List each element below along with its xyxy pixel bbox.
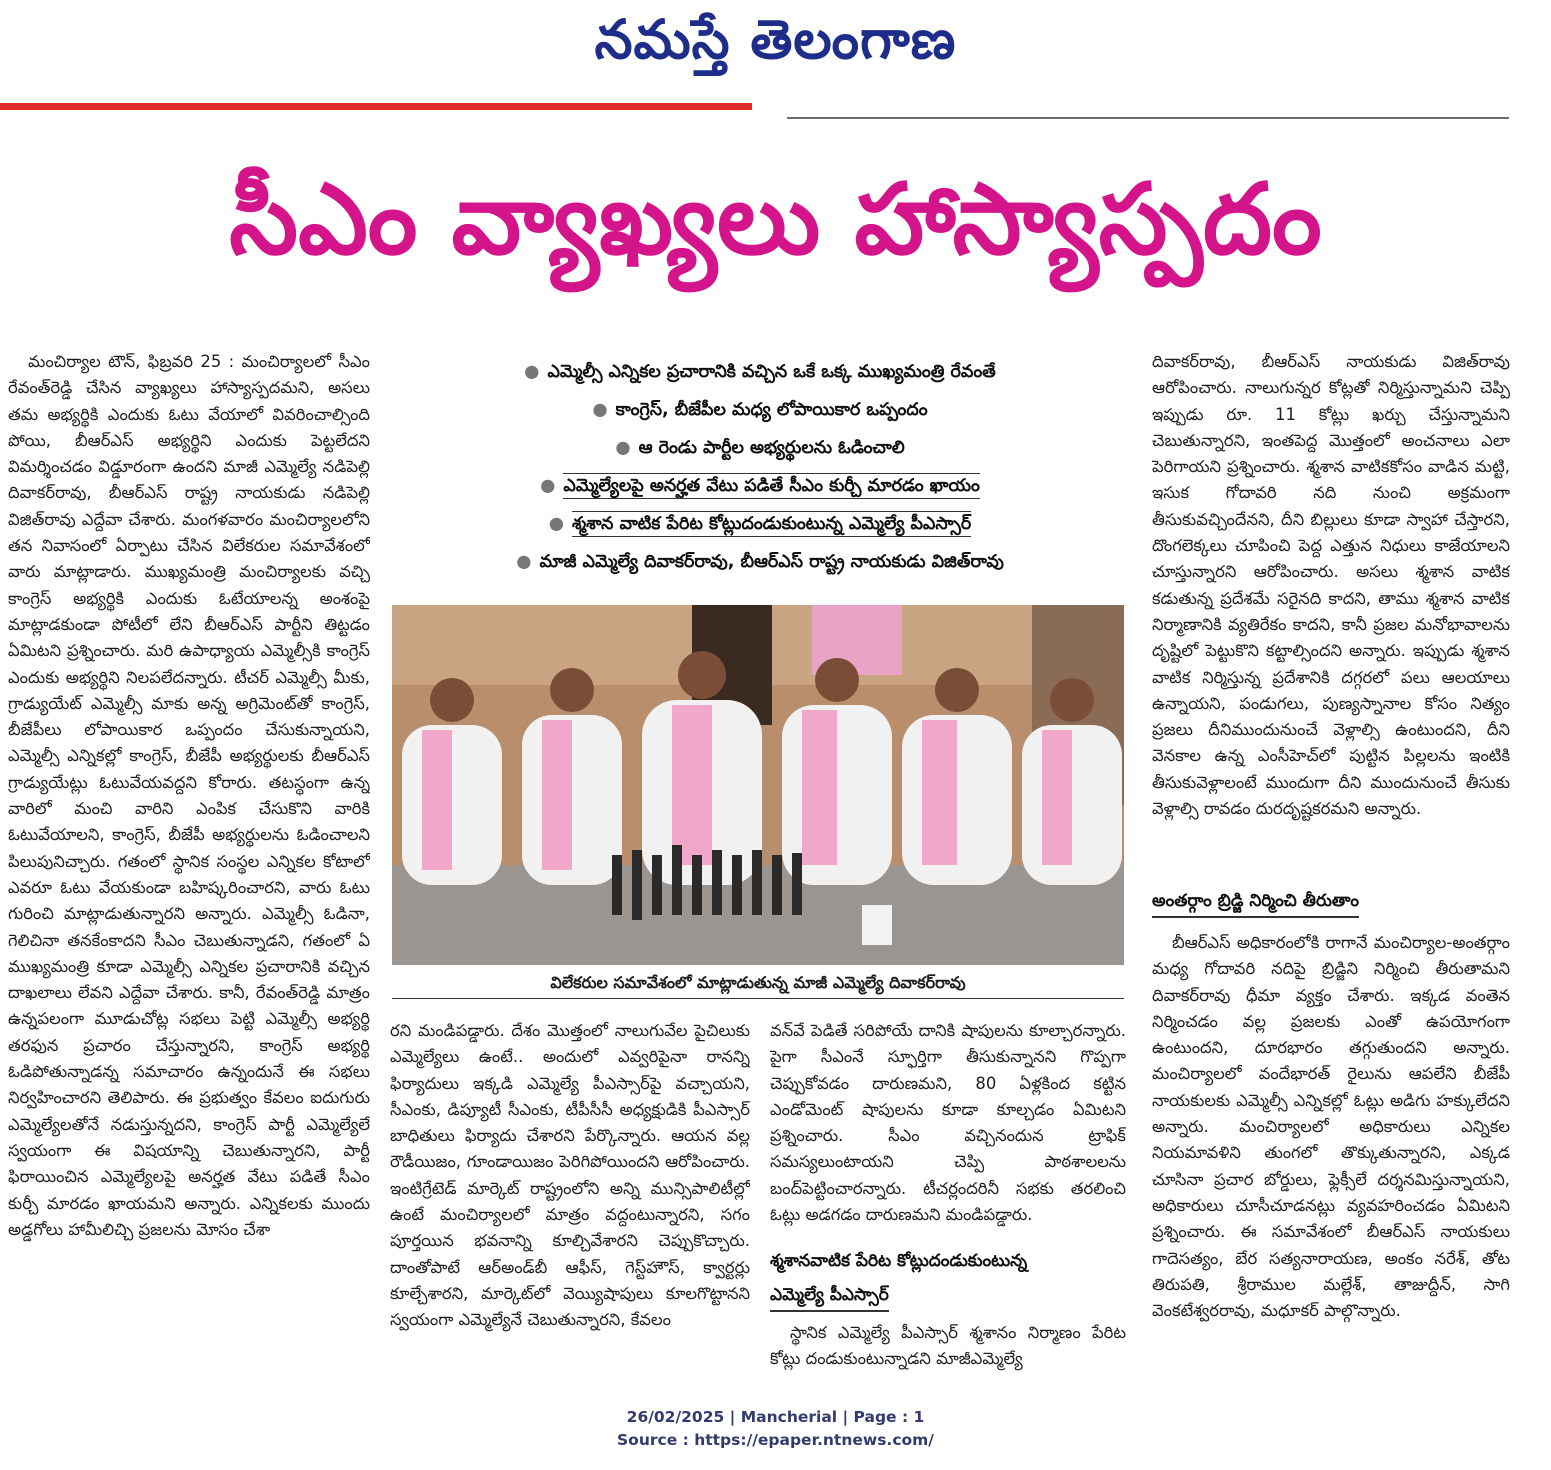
highlight-item — [390, 353, 1130, 391]
highlight-text: మాజీ ఎమ్మెల్యే దివాకర్‌రావు, బీఆర్‌ఎస్ రాష్ట్ర నాయకుడు విజిత్‌రావు — [539, 552, 1004, 572]
column-3b-text: స్థానిక ఎమ్మెల్యే పీఎస్సార్ శ్మశానం నిర్మాణం పేరిట కోట్లు దండుకుంటున్నాడని మాజీఎమ్మెల్యే — [770, 1323, 1126, 1369]
highlight-item — [390, 505, 1130, 543]
article-headline: సీఎం వ్యాఖ్యలు హాస్యాస్పదం — [229, 163, 1322, 277]
highlight-item — [390, 543, 1130, 581]
subheading-crematorium-line-1: శ్మశానవాటిక పేరిట కోట్లుదండుకుంటున్న — [770, 1251, 1028, 1271]
photo-caption: విలేకరుల సమావేశంలో మాట్లాడుతున్న మాజీ ఎమ్మెల్యే దివాకర్‌రావు — [392, 968, 1124, 999]
press-meet-photo — [392, 605, 1124, 965]
newspaper-masthead: నమస్తే తెలంగాణ — [594, 8, 957, 71]
bullet-dot-icon: ● — [540, 476, 556, 496]
article-column-4-continued — [1152, 930, 1510, 1372]
bullet-dot-icon: ● — [548, 514, 565, 534]
bullet-dot-icon: ● — [615, 438, 631, 458]
article-column-3-continued — [770, 1320, 1126, 1380]
subheading-bridge: అంతర్గాం బ్రిడ్జి నిర్మించి తీరుతాం — [1152, 886, 1359, 918]
masthead-gray-rule — [787, 117, 1509, 119]
highlight-item — [390, 429, 1130, 467]
masthead-red-rule — [0, 103, 752, 110]
article-column-3 — [770, 1018, 1126, 1246]
highlight-item — [390, 391, 1130, 429]
highlight-text: శ్మశాన వాటిక పేరిట కోట్లుదండుకుంటున్న ఎమ్మెల్యే పీఎస్సార్ — [572, 511, 971, 537]
bullet-dot-icon: ● — [592, 400, 608, 420]
bullet-dot-icon: ● — [524, 362, 540, 382]
column-3-text: వన్‌వే పెడితే సరిపోయే దానికి షాపులను కూల్చారన్నారు. పైగా సీఎంనే స్ఫూర్తిగా తీసుకున్నానని గొప్పగా చెప్పుకోవడం దారుణమని, 80 ఏళ్లకింద కట్టిన ఎండోమెంట్ షాపులను కూడా కూల్చడం ఏమిటని ప్రశ్నించారు. సీఎం వచ్చినందున ట్రాఫిక్ సమస్యలుంటాయని చెప్పి పాఠశాలలను బంద్‌పెట్టించారన్నారు. టీచర్లందరినీ సభకు తరలించి ఓట్లు అడగడం దారుణమని మండిపడ్డారు. — [770, 1021, 1126, 1225]
subheading-crematorium-line-2: ఎమ్మెల్యే పీఎస్సార్ — [770, 1280, 889, 1312]
article-column-4 — [1152, 349, 1510, 879]
highlight-text: ఎమ్మెల్యేలపై అనర్హత వేటు పడితే సీఎం కుర్చీ మారడం ఖాయం — [563, 473, 980, 499]
column-1-text: మంచిర్యాల టౌన్, ఫిబ్రవరి 25 : మంచిర్యాలలో సీఎం రేవంత్‌రెడ్డి చేసిన వ్యాఖ్యలు హాస్యాస్పదమని, అసలు తమ అభ్యర్థికి ఎందుకు ఓటు వేయాలో వివరించాల్సింది పోయి, బీఆర్‌ఎస్ అభ్యర్థిని ఎందుకు పెట్టలేదని విమర్శించడం విడ్డూరంగా ఉందని మాజీ ఎమ్మెల్యే నడిపెల్లి దివాకర్‌రావు, బీఆర్‌ఎస్ రాష్ట్ర నాయకుడు నడిపెల్లి విజిత్‌రావు ఎద్దేవా చేశారు. మంగళవారం మంచిర్యాలలోని తన నివాసంలో ఏర్పాటు చేసిన విలేకరుల సమావేశంలో వారు మాట్లాడారు. ముఖ్యమంత్రి మంచిర్యాలకు వచ్చి కాంగ్రెస్ అభ్యర్థికి ఎందుకు ఓటేయాలన్న అంశంపై మాట్లాడకుండా పోటీలో లేని బీఆర్‌ఎస్ పార్టీని తిట్టడం ఏమిటని ప్రశ్నించారు. మరి ఉపాధ్యాయ ఎమ్మెల్సీకి కాంగ్రెస్ ఎందుకు అభ్యర్థిని నిలపలేదన్నారు. టీచర్ ఎమ్మెల్సీ మీకు, గ్రాడ్యుయేట్ ఎమ్మెల్సీ మాకు అన్న అగ్రిమెంట్‌తో కాంగ్రెస్, బీజేపీలు లోపాయికార ఒప్పందం చేసుకున్నాయని, ఎమ్మెల్సీ ఎన్నికల్లో కాంగ్రెస్, బీజేపీ అభ్యర్థులకు బీఆర్‌ఎస్ గ్రాడ్యుయేట్లు ఓటువేయవద్దని కోరారు. తటస్థంగా ఉన్న వారిలో మంచి వారిని ఎంపిక చేసుకొని వారికి ఓటువేయాలని, కాంగ్రెస్, బీజేపీ అభ్యర్థులను ఓడించాలని పిలుపునిచ్చారు. గతంలో స్థానిక సంస్థల ఎన్నికల కోటాలో ఎవరూ ఓటు వేయకుండా బహిష్కరించారని, వారు ఓటు గురించి మాట్లాడుతున్నారని అన్నారు. ఎమ్మెల్సీ ఓడినా, గెలిచినా తనకేంకాదని సీఎం చెబుతున్నాడని, గతంలో ఏ ముఖ్యమంత్రి కూడా ఎమ్మెల్సీ ఎన్నికల ప్రచారానికి వచ్చిన దాఖలాలు లేవని ఎద్దేవా చేశారు. కానీ, రేవంత్‌రెడ్డి మాత్రం ఉన్నపలంగా మూడుచోట్ల సభలు పెట్టి ఎమ్మెల్సీ అభ్యర్థి తరఫున ప్రచారం చేస్తున్నారని, కాంగ్రెస్ అభ్యర్థి ఓడిపోతున్నాడన్న సమాచారం ఉన్నందునే ఈ సభలు నిర్వహించారని తెలిపారు. ఈ ప్రభుత్వం కేవలం ఐదుగురు ఎమ్మెల్యేలతోనే నడుస్తున్నదని, కాంగ్రెస్ పార్టీ ఎమ్మెల్యేలే స్వయంగా ఈ విషయాన్ని చెబుతున్నారని, పార్టీ ఫిరాయించిన ఎమ్మెల్యేలపై అనర్హత వేటు పడితే సీఎం కుర్చీ మారడం ఖాయమని అన్నారు. ఎన్నికలకు ముందు అడ్డగోలు హామీలిచ్చి ప్రజలను మోసం చేశా — [8, 352, 370, 1239]
article-column-1 — [8, 349, 370, 1394]
footer-source: Source : https://epaper.ntnews.com/ — [617, 1431, 934, 1449]
highlight-text: ఎమ్మెల్సీ ఎన్నికల ప్రచారానికి వచ్చిన ఒకే ఒక్క ముఖ్యమంత్రి రేవంతే — [547, 362, 996, 382]
column-4b-text: బీఆర్‌ఎస్ అధికారంలోకి రాగానే మంచిర్యాల-అంతర్గాం మధ్య గోదావరి నదిపై బ్రిడ్జిని నిర్మించి తీరుతామని దివాకర్‌రావు ధీమా వ్యక్తం చేశారు. ఇక్కడ వంతెన నిర్మించడం వల్ల ప్రజలకు ఎంతో ఉపయోగంగా ఉంటుందని, దూరభారం తగ్గుతుందని అన్నారు. మంచిర్యాలలో వందేభారత్ రైలును ఆపలేని బీజేపీ నాయకులకు ఎమ్మెల్సీ ఎన్నికల్లో ఓట్లు అడిగు హక్కులేదని అన్నారు. మంచిర్యాలలో అధికారులు ఎన్నికల నియమావళిని తుంగలో తొక్కుతున్నారని, ఎక్కడ చూసినా ప్రచార బోర్డులు, ఫ్లెక్సీలే దర్శనమిస్తున్నాయని, అధికారులు చూసీచూడనట్లు వ్యవహరించడం ఏమిటని ప్రశ్నించారు. ఈ సమావేశంలో బీఆర్‌ఎస్ నాయకులు గాదెసత్యం, బేర సత్యనారాయణ, అంకం నరేశ్, తోట తిరుపతి, శ్రీరాముల మల్లేశ్, తాజుద్దీన్, సాగి వెంకటేశ్వరరావు, మధూకర్ పాల్గొన్నారు. — [1152, 933, 1510, 1321]
column-4-text: దివాకర్‌రావు, బీఆర్‌ఎస్ నాయకుడు విజిత్‌రావు ఆరోపించారు. నాలుగున్నర కోట్లతో నిర్మిస్తున్నామని చెప్పి ఇప్పుడు రూ. 11 కోట్లు ఖర్చు చేస్తున్నామని చెబుతున్నారని, ఇంతపెద్ద మొత్తంలో అంచనాలు ఎలా పెరిగాయని ప్రశ్నించారు. శ్మశాన వాటికకోసం వాడిన మట్టి, ఇసుక గోదావరి నది నుంచి అక్రమంగా తీసుకువచ్చిందేనని, దీని బిల్లులు కూడా స్వాహా చేస్తారని, దొంగలెక్కలు చూపించి పెద్ద ఎత్తున నిధులు కాజేయాలని చూస్తున్నారని ఆరోపించారు. అసలు శ్మశాన వాటిక కడుతున్న ప్రదేశమే సరైనది కాదని, తాము శ్మశాన వాటిక నిర్మాణానికి వ్యతిరేకం కాదని, కానీ ప్రజల మనోభావాలను దృష్టిలో పెట్టుకొని కట్టాల్సిందని అన్నారు. ఇప్పుడు శ్మశాన వాటిక నిర్మిస్తున్న ప్రదేశానికి దగ్గరలో పలు ఆలయాలు ఉన్నాయని, పండుగలు, పుణ్యస్నానాల కోసం నిత్యం ప్రజలు దీనిముందునుంచే వెళ్లాల్సి ఉంటుందని, దీని వెనకాల ఉన్న ఎంసీహెచ్‌లో పుట్టిన పిల్లలను ఇంటికి తీసుకువెళ్లాలంటే ముందుగా దీని ముందునుంచే తీసుకు వెళ్లాల్సి రావడం దురదృష్టకరమని అన్నారు. — [1152, 352, 1510, 819]
bullet-dot-icon: ● — [516, 552, 532, 572]
highlight-text: కాంగ్రెస్, బీజేపీల మధ్య లోపాయికార ఒప్పందం — [615, 400, 928, 420]
article-column-2 — [390, 1018, 750, 1394]
column-2-text: రని మండిపడ్డారు. దేశం మొత్తంలో నాలుగువేల పైచిలుకు ఎమ్మెల్యేలు ఉంటే.. అందులో ఎవ్వరిపైనా రానన్ని ఫిర్యాదులు ఇక్కడి ఎమ్మెల్యే పీఎస్సార్‌పై వచ్చాయని, సీఎంకు, డిప్యూటీ సీఎంకు, టీపీసీసీ అధ్యక్షుడికి పీఎస్సార్ బాధితులు ఫిర్యాదు చేశారని పేర్కొన్నారు. ఆయన వల్ల రౌడీయిజం, గూండాయిజం పెరిగిపోయిందని ఆరోపించారు. ఇంటిగ్రేటెడ్ మార్కెట్ రాష్ట్రంలోని అన్ని మున్సిపాలిటీల్లో ఉంటే మంచిర్యాలలో మాత్రం వద్దంటున్నారని, సగం పూర్తయిన భవనాన్ని కూల్చివేశారని చెప్పుకొచ్చారు. దాంతోపాటే ఆర్‌అండ్‌బీ ఆఫీస్, గెస్ట్‌హౌస్, క్వార్టర్లు కూల్చేశారని, మార్కెట్‌లో వెయ్యిషాపులు కూలగొట్టానని స్వయంగా ఎమ్మెల్యేనే చెబుతున్నారని, కేవలం — [390, 1021, 750, 1330]
footer-date-edition: 26/02/2025 | Mancherial | Page : 1 — [626, 1408, 925, 1426]
page-footer — [0, 1406, 1551, 1452]
highlights-list — [390, 353, 1130, 581]
highlight-text: ఆ రెండు పార్టీల అభ్యర్థులను ఓడించాలి — [638, 438, 905, 458]
highlight-item — [390, 467, 1130, 505]
